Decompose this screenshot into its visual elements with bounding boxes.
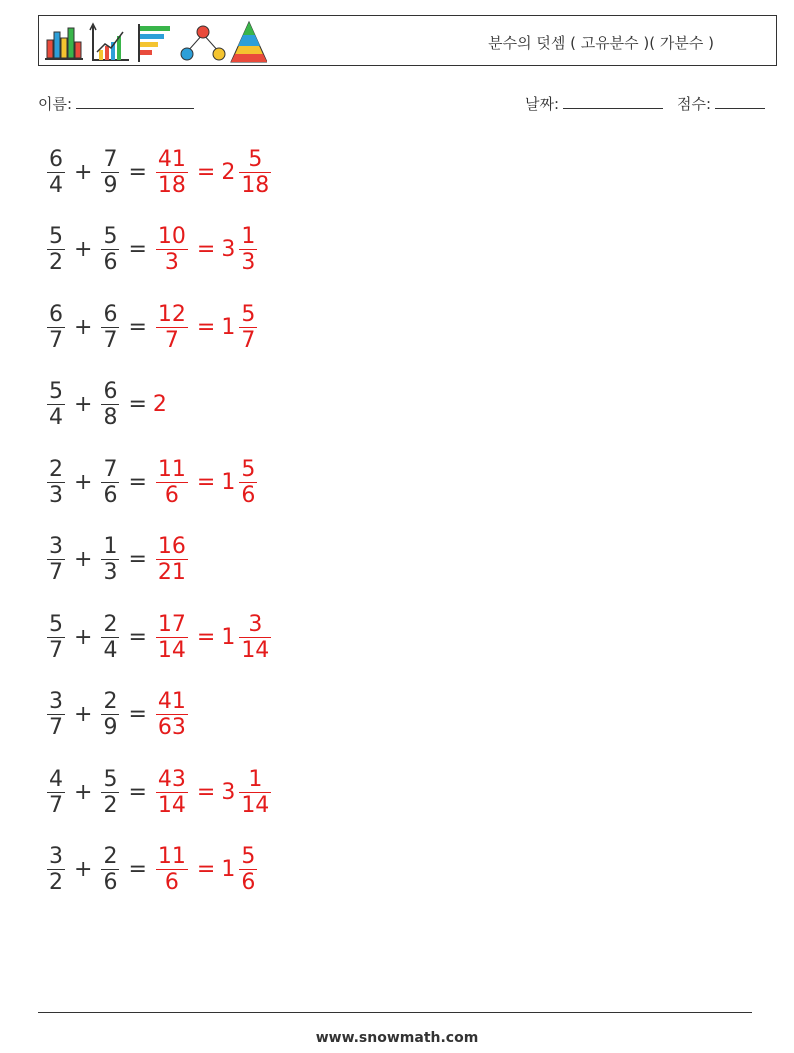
denominator: 6 [103,482,118,508]
denominator: 7 [164,327,179,353]
denominator: 2 [103,792,118,818]
plus-sign: + [74,314,93,340]
problem-row [44,685,191,745]
addend-fraction [101,689,119,740]
denominator: 7 [49,792,63,818]
mixed-whole: 2 [221,159,236,185]
denominator: 7 [49,560,63,585]
name-label: 이름: [38,95,73,113]
numerator: 5 [49,379,63,404]
equals-sign: = [128,702,147,727]
mixed-fraction [239,302,257,353]
answer-equals-sign: = [196,469,216,495]
numerator: 16 [157,534,186,559]
line-chart-icon [90,24,129,60]
footer-divider [38,1012,752,1013]
denominator: 7 [49,637,63,663]
pyramid-icon [231,22,267,62]
plus-sign: + [74,624,93,650]
denominator: 6 [103,250,118,275]
numerator: 2 [103,611,118,637]
denominator: 4 [49,405,63,430]
numerator: 5 [241,301,256,327]
mixed-whole: 1 [221,624,236,650]
answer-fraction [156,689,188,740]
denominator: 6 [164,870,179,895]
numerator: 6 [49,301,63,327]
problem-row [44,452,260,512]
worksheet-title: 분수의 덧셈 ( 고유분수 )( 가분수 ) [488,34,714,52]
numerator: 3 [49,534,63,559]
name-blank [76,94,194,109]
numerator: 5 [103,224,118,249]
numerator: 12 [157,301,186,327]
numerator: 41 [157,689,186,714]
denominator: 14 [157,792,186,818]
probability-tree-icon [181,26,225,60]
mixed-fraction [239,224,257,275]
addend-fraction [101,147,119,198]
answer-fraction [156,147,188,198]
worksheet-header [38,15,777,66]
numerator: 6 [103,301,118,327]
addend-fraction [47,457,65,508]
numerator: 1 [241,224,256,249]
equals-sign: = [128,779,147,805]
horizontal-bar-chart-icon [138,24,170,62]
numerator: 11 [157,456,186,482]
numerator: 3 [49,844,63,869]
equals-sign: = [128,857,147,882]
denominator: 6 [241,482,256,508]
answer-fraction [156,844,188,895]
plus-sign: + [74,469,93,495]
addend-fraction [47,147,65,198]
answer-fraction [156,767,188,818]
mixed-whole: 1 [221,469,236,495]
answer-fraction [156,302,188,353]
numerator: 6 [103,379,118,404]
plus-sign: + [74,237,93,262]
equals-sign: = [128,392,147,417]
answer-equals-sign: = [196,779,216,805]
addend-fraction [47,302,65,353]
numerator: 5 [241,844,256,869]
denominator: 18 [157,172,186,198]
numerator: 5 [248,146,263,172]
addend-fraction [101,767,119,818]
numerator: 41 [157,146,186,172]
denominator: 3 [103,560,118,585]
plus-sign: + [74,392,93,417]
equals-sign: = [128,237,147,262]
addend-fraction [101,379,119,430]
numerator: 2 [103,844,118,869]
denominator: 4 [103,637,118,663]
answer-equals-sign: = [196,237,216,262]
equals-sign: = [128,314,147,340]
denominator: 6 [241,870,256,895]
bar-chart-icon [45,28,83,60]
denominator: 9 [103,172,118,198]
numerator: 5 [49,224,63,249]
denominator: 7 [103,327,118,353]
equals-sign: = [128,159,147,185]
equals-sign: = [128,624,147,650]
footer-url: www.snowmath.com [315,1030,479,1046]
denominator: 3 [241,250,256,275]
denominator: 14 [157,637,186,663]
problem-row [44,142,274,202]
mixed-fraction [239,612,271,663]
answer-equals-sign: = [196,159,216,185]
answer-whole: 2 [152,392,167,417]
answer-fraction [156,612,188,663]
addend-fraction [47,767,65,818]
problem-row [44,375,167,435]
name-field [38,93,194,114]
numerator: 1 [248,766,263,792]
denominator: 63 [157,715,186,740]
addend-fraction [47,612,65,663]
problem-row [44,297,260,357]
addend-fraction [47,379,65,430]
equals-sign: = [128,547,147,572]
score-label: 점수: [677,95,712,113]
addend-fraction [47,844,65,895]
date-label: 날짜: [525,95,560,113]
addend-fraction [101,457,119,508]
numerator: 1 [103,534,118,559]
numerator: 3 [248,611,263,637]
numerator: 5 [241,456,256,482]
denominator: 4 [49,172,63,198]
numerator: 2 [49,456,63,482]
answer-fraction [156,224,188,275]
denominator: 6 [164,482,179,508]
denominator: 14 [241,637,270,663]
date-blank [563,94,663,109]
numerator: 43 [157,766,186,792]
equals-sign: = [128,469,147,495]
problem-row [44,220,260,280]
numerator: 7 [103,456,118,482]
denominator: 7 [49,715,63,740]
answer-equals-sign: = [196,624,216,650]
denominator: 9 [103,715,118,740]
plus-sign: + [74,547,93,572]
denominator: 21 [157,560,186,585]
addend-fraction [101,612,119,663]
plus-sign: + [74,702,93,727]
plus-sign: + [74,779,93,805]
denominator: 3 [164,250,179,275]
mixed-whole: 1 [221,857,236,882]
logo-strip [43,20,267,64]
addend-fraction [101,844,119,895]
problem-row [44,530,191,590]
plus-sign: + [74,159,93,185]
denominator: 14 [241,792,270,818]
answer-equals-sign: = [196,857,216,882]
numerator: 17 [157,611,186,637]
denominator: 7 [241,327,256,353]
problem-row [44,762,274,822]
mixed-whole: 1 [221,314,236,340]
denominator: 3 [49,482,63,508]
numerator: 4 [49,766,63,792]
score-field [677,93,765,114]
numerator: 7 [103,146,118,172]
numerator: 2 [103,689,118,714]
answer-fraction [156,457,188,508]
numerator: 6 [49,146,63,172]
mixed-fraction [239,844,257,895]
numerator: 10 [157,224,186,249]
date-field [525,93,663,114]
numerator: 11 [157,844,186,869]
plus-sign: + [74,857,93,882]
answer-equals-sign: = [196,314,216,340]
addend-fraction [101,534,119,585]
denominator: 8 [103,405,118,430]
answer-fraction [156,534,188,585]
addend-fraction [101,224,119,275]
mixed-whole: 3 [221,779,236,805]
numerator: 3 [49,689,63,714]
mixed-fraction [239,457,257,508]
addend-fraction [47,689,65,740]
numerator: 5 [49,611,63,637]
problem-row [44,607,274,667]
denominator: 2 [49,870,63,895]
mixed-fraction [239,767,271,818]
denominator: 18 [241,172,270,198]
problem-row [44,840,260,900]
denominator: 7 [49,327,63,353]
denominator: 2 [49,250,63,275]
addend-fraction [47,534,65,585]
addend-fraction [101,302,119,353]
addend-fraction [47,224,65,275]
mixed-whole: 3 [221,237,236,262]
denominator: 6 [103,870,118,895]
numerator: 5 [103,766,118,792]
score-blank [715,94,765,109]
mixed-fraction [239,147,271,198]
